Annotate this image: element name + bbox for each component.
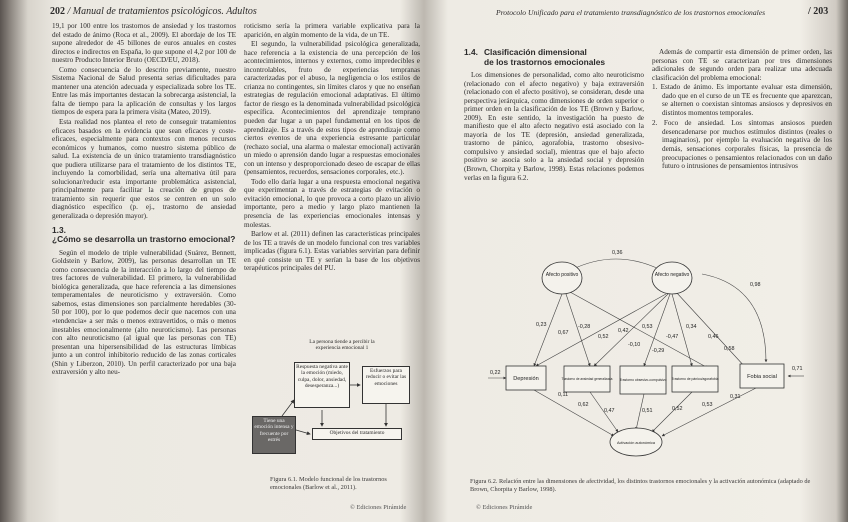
left-footer: © Ediciones Pirámide — [350, 504, 407, 511]
paragraph: Según el modelo de triple vulnerabilidad (Suárez, Bennett, Goldstein y Barlow, 2009), las personas desarrollan un TE como consecuencia de la interacción a lo largo del tiempo de tres factores de vulnerabilidad. El primero, la vulnerabilidad biológica generalizada, que hace referencia a las dimensiones temperamentales de neuroticismo y extraversión. Como sabemos, estas dimensiones son parcialmente heredables (30-50 por 100), por lo que podemos decir que nacemos con una «tendencia» a ser más o menos extravertidos, o más o menos inestables emocionalmente (alto neuroticismo). Las personas con alto neuroticismo (al igual que las personas con TE) presentan una hipersensibilidad de las estructuras límbicas junto a un control inhibitorio reducido de las zonas corticales (Shin y Liberzon, 2010). Un perfil caracterizado por una baja extraversión y alto neu- — [52, 248, 236, 377]
edge — [536, 294, 666, 366]
section-title-line: de los trastornos emocionales — [484, 56, 606, 67]
figure-6-2 — [466, 246, 826, 472]
edge-label: 0,46 — [708, 334, 719, 340]
edge-label: 0,52 — [672, 406, 683, 412]
paragraph: Los dimensiones de personalidad, como alto neuroticismo (relacionado con el afecto negativo) y baja extraversión (relacionado con el afecto positivo), se consideran, desde una perspectiva jerárquica, como dimensiones de orden superior o primer orden en la clasificación de los TE (Brown y Barlow, 2009). En este sentido, la investigación ha puesto de manifiesto que el alto afecto negativo está asociado con la mayoría de los TE (depresión, ansiedad generalizada, trastorno de pánico, agorafobia, trastorno obsesivo-compulsivo y ansiedad social), mientras que el bajo afecto positivo se asocia solo a la ansiedad social y depresión (Brown, Chorpita y Barlow, 1998). Estas relaciones podemos verlas en la figura 6.2. — [464, 71, 644, 182]
fig2-nodes — [506, 262, 784, 456]
left-running-head-title: Manual de tratamientos psicológicos. Adultos — [72, 6, 257, 17]
edge-label: 0,98 — [750, 282, 761, 288]
section-title-line: Clasificación dimensional — [484, 47, 587, 57]
edge-label: -0,10 — [628, 342, 641, 348]
fig1-box-emotion: Tiene una emoción intensa y frecuente por estrés — [252, 416, 296, 454]
paragraph: Como consecuencia de lo descrito previamente, nuestro Sistema Nacional de Salud presenta serias dificultades para mantener una atención adecuada y especializada sobre los TE. Entre las más importantes destacan la sobrecarga asistencial, la falta de tiempo para la aplicación de consultas y los largos tiempos de espera para la primera visita (Mateo, 2019). — [52, 65, 236, 117]
edge-label: 0,71 — [792, 366, 803, 372]
edge-label: 0,51 — [642, 408, 653, 414]
left-page-number: 202 — [50, 6, 65, 17]
edge — [534, 390, 614, 436]
paragraph: Esta realidad nos plantea el reto de conseguir tratamientos eficaces basados en la evidencia que sean eficaces y coste-eficaces, especialmente para contextos con menos recursos económicos y humanos, como nuestro sistema público de salud. La existencia de un único tratamiento transdiagnóstico que pudiera utilizarse para el tratamiento de los distintos TE, incluyendo la comorbilidad, sería una alternativa útil para solucionar/reducir esta importante problemática asistencial, principalmente para facilitar la creación de grupos de tratamiento sin requerir que estos se centren en un solo diagnóstico específico (p. ej., trastorno de ansiedad generalizada o depresión mayor). — [52, 118, 236, 221]
edge-label: 0,58 — [724, 346, 735, 352]
fig1-box-objectives: Objetivos del tratamiento — [312, 428, 402, 440]
node-dep-label: Depresión — [513, 376, 539, 382]
right-page-number: 203 — [813, 6, 829, 17]
right-column-1 — [464, 48, 644, 183]
edge-label: 0,11 — [558, 392, 569, 398]
node-fs-label: Fobia social — [747, 374, 777, 380]
node-aa-label: Activación autonómica — [617, 441, 655, 445]
edge-label: 0,23 — [536, 322, 547, 328]
edge-label: -0,47 — [666, 334, 679, 340]
edge-label: 0,62 — [578, 402, 589, 408]
node-tag-label: Trastorno de ansiedad generalizada — [561, 377, 613, 381]
paragraph: roticismo sería la primera variable explicativa para la aparición, en algún momento de la vida, de un TE. — [244, 22, 420, 39]
figure-6-1-caption: Figura 6.1. Modelo funcional de los trastornos emocionales (Barlow et al., 2011). — [270, 476, 387, 491]
edge-ap-an — [571, 259, 661, 270]
section-heading-1-3 — [52, 226, 236, 245]
right-running-head: Protocolo Unificado para el tratamiento transdiagnóstico de los trastornos emocionales — [496, 8, 766, 17]
left-column-1 — [52, 22, 236, 378]
edge-label: 0,53 — [642, 324, 653, 330]
edge — [570, 292, 708, 368]
fig1-top-line: La persona tiende a percibir la — [309, 339, 375, 345]
right-column-2 — [652, 48, 832, 174]
section-heading-1-4 — [464, 48, 644, 67]
left-page — [30, 0, 422, 522]
edge-label: 0,36 — [612, 250, 623, 256]
node-pan-label: Trastorno de pánico/agorafobia — [671, 377, 719, 381]
edge-label: -0,28 — [578, 324, 591, 330]
section-title: ¿Cómo se desarrolla un trastorno emocional? — [52, 234, 236, 245]
fig1-top-line: experiencia emocional 1 — [315, 345, 369, 352]
right-page-number-wrap: / 203 — [808, 6, 829, 17]
node-an-shape — [652, 262, 692, 294]
figure-6-1 — [252, 338, 412, 473]
paragraph: Barlow et al. (2011) definen las características principales de los TE a través de un modelo funcional con tres variables implicadas (figura 6.1). Estas variables servirían para definir en qué consiste un TE y serían la base de los objetivos terapéuticos principales del PU. — [244, 230, 420, 273]
edge-label: 0,67 — [558, 330, 569, 336]
dimension-list — [652, 83, 832, 170]
edge — [652, 392, 692, 432]
edge — [662, 388, 756, 436]
edge-label: 0,53 — [702, 402, 713, 408]
list-item: 1. Estado de ánimo. Es importante evaluar esta dimensión, dado que en el curso de un TE es frecuente que aparezcan, se alternen o coexistan síntomas ansiosos y depresivos en distintos momentos temporales. — [652, 83, 832, 117]
paragraph: El segundo, la vulnerabilidad psicológica generalizada, hace referencia a la existencia de una percepción de los acontecimientos, internos y externos, como impredecibles e incontrolables, fruto de experiencias tempranas caracterizadas por el abuso, la negligencia o los estilos de crianza no contingentes, sin límites claros y que no enseñan estrategias de regulación emocional adaptativas. El último factor de riesgo es la denominada vulnerabilidad psicológica específica. Acontecimientos del aprendizaje temprano pueden dar lugar a un papel fundamental en los tipos de aprendizaje. Es a través de estos tipos de aprendizaje como ciertos eventos de una experiencia estresante particular (rechazo social, una alarma o malestar emocional) activarán un miedo o aprensión dando lugar a respuestas emocionales con un intenso y desproporcionado deseo de escapar de ellas (pensamientos, recuerdos, sensaciones corporales, etc.). — [244, 40, 420, 177]
list-item: 2. Foco de ansiedad. Los síntomas ansiosos pueden desencadenarse por muchos estímulos distintos (reales o imaginarios), por ejemplo la evaluación negativa de los demás, sensaciones corporales físicas, la presencia de preocupaciones o pensamientos relacionados con un daño futuro o intrusiones de pensamientos intrusivos — [652, 119, 832, 171]
node-ap-shape — [542, 262, 582, 294]
paragraph: Todo ello daría lugar a una respuesta emocional negativa que experimentan a través de estrategias de evitación o evitación emocional, lo que provoca a corto plazo un alivio importante, pero a medio y largo plazo mantienen la presencia de las experiencias emocionales intensas y molestas. — [244, 177, 420, 229]
edge-label: 0,22 — [490, 370, 501, 376]
figure-6-2-caption: Figura 6.2. Relación entre las dimensiones de afectividad, los distintos trastornos emocionales y la activación autonómica (adaptado de Brown, Chorpita y Barlow, 1998). — [470, 478, 811, 493]
edge-label: 0,31 — [730, 394, 741, 400]
fig1-box-response: Respuesta negativa ante la emoción (miedo, culpa, dolor, ansiedad, desesperanza...) — [294, 362, 350, 408]
node-ap-label: Afecto positivo — [545, 272, 579, 278]
edge — [676, 292, 746, 368]
node-toc-label: Trastorno obsesivo-compulsivo — [619, 378, 667, 382]
section-number: 1.4. — [464, 47, 478, 57]
edge-label: 0,34 — [686, 324, 697, 330]
right-page — [446, 0, 836, 522]
left-column-2 — [244, 22, 420, 274]
edge-label: 0,42 — [618, 328, 629, 334]
edge — [672, 294, 692, 366]
right-footer: © Ediciones Pirámide — [476, 504, 533, 511]
edge-label: 0,47 — [604, 408, 615, 414]
paragraph: 19,1 por 100 entre los trastornos de ansiedad y los trastornos del estado de ánimo (Roca et al., 2009). El abordaje de los TE supone alrededor de 45 billones de euros anuales en costes directos e indirectos en España, lo que supone el 4,2 por 100 de nuestro Producto Interior Bruto (OECD/EU, 2018). — [52, 22, 236, 65]
left-running-head: 202 / Manual de tratamientos psicológicos. Adultos — [50, 6, 257, 17]
edge-label: -0,29 — [652, 348, 665, 354]
section-number: 1.3. — [52, 224, 66, 235]
fig1-arrows — [252, 338, 412, 473]
edge — [566, 294, 590, 366]
node-an-label: Afecto negativo — [654, 272, 690, 278]
edge-label: 0,52 — [598, 334, 609, 340]
fig1-box-avoidance: Esfuerzos para reducir o evitar las emociones — [362, 366, 410, 404]
paragraph: Además de compartir esta dimensión de primer orden, las personas con TE se caracterizan por tres dimensiones adicionales de segundo orden para realizar una adecuada clasificación del problema emocional: — [652, 48, 832, 82]
